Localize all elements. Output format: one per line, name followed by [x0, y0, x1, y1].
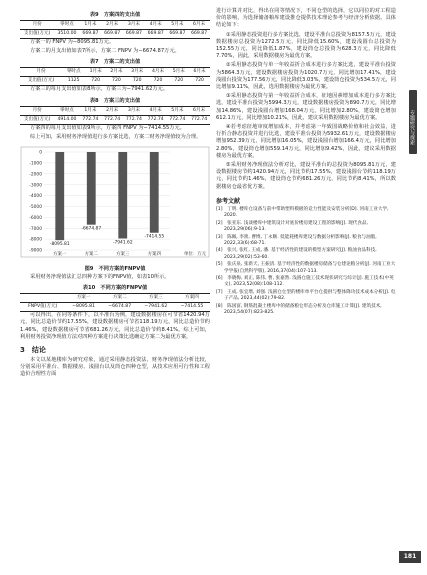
data-label: -8095.81 [49, 242, 70, 248]
page-sidebar [405, 0, 427, 575]
table7-cell: 720 [174, 78, 184, 84]
table9-cell: 669.87 [104, 31, 121, 36]
bar [55, 152, 64, 240]
table9-cell: 669.87 [147, 31, 164, 36]
table9-header-4: 3月末 [127, 22, 140, 27]
unit-label: 单位：万元 [184, 252, 206, 258]
paragraph: 方案三的每月支出值如表8所示，方案三为−7941.62万元。 [30, 86, 169, 93]
table8-caption: 表8 方案三的支出值 [89, 97, 141, 104]
bar [150, 152, 159, 233]
table8-header-4: 3月末 [127, 107, 140, 113]
table7-cell: 720 [112, 78, 121, 84]
table10-header-0 [20, 294, 66, 303]
table9-cell: 669.87 [191, 31, 208, 36]
table10-header-3: 方案三 [148, 295, 163, 301]
paragraph: 方案二的月支出值如表7所示，方案二 FNPV 为−6674.87万元。 [30, 48, 180, 55]
data-label: -7414.55 [144, 234, 165, 240]
section-tab-label: 专题研究与探索 [409, 110, 415, 145]
table10-cell: FNPV值(万元) [28, 304, 58, 310]
conclusion-5: ⑤采用财务净现值法分析对比，建设平准台的总投资为8095.81万元，建设数据楼房节约1420.94万元，同比节约17.55%，建设浅圆台节约118.19万元，同比节约1.46%，建设筒仓节约681.26万元，同比节约8.41%，所以数据楼房仓最省优方案。 [216, 162, 396, 190]
y-tick-label: -4000 [29, 194, 42, 200]
table9-header-3: 2月末 [106, 22, 119, 27]
data-label: -6674.87 [81, 226, 102, 232]
table7-header-6: 5月末 [172, 69, 185, 75]
table7-header-3: 2月末 [110, 69, 123, 75]
table10-cell: −7414.55 [180, 304, 204, 310]
conclusion-1: ①采用静态投资进行多方案比选，建设平准台总投资为8157.5万元，建设数据楼房总投资为1272.5万元，同比降低15.60%，建设浅圆台总投资为152.55万元，同比降低1.87%，建设筒仓总投资为628.3万元，同比降低7.70%，因此，采用数据楼房为最优方案。 [216, 31, 396, 60]
x-tick-label: 方案四 [147, 252, 161, 258]
left-column [20, 8, 210, 381]
y-tick-label: -3000 [29, 183, 42, 189]
table8-cell: 772.74 [169, 116, 186, 122]
reference-item: [5] 张庆泉, 张新天, 王振清. 基于经济性的数据楼房储备与仓建论粮分析[J]. 河南工业大学学报(自然科学版), 2016,37(04):107-113. [216, 262, 396, 274]
table9-header-7: 6月末 [193, 22, 206, 27]
reference-item: [7] 王成, 张宜增, 刘强. 浅圆仓仓型的楼库单平台仓提供与整体降功技术成本分析[J]. 电子产品, 2023,44(02):79-82. [216, 289, 396, 302]
table8-cell: 4914.00 [57, 116, 77, 122]
reference-item: [6] 李晓梅, 刘正, 陈伟, 曹, 张嘉然. 浅圆仓施工技术现状研究与综计[J]. 施工技术(中英文), 2023,52(08):108-112. [216, 275, 394, 288]
x-tick-label: 方案一 [53, 252, 67, 258]
table10-header-1: 方案一 [76, 295, 91, 301]
table10-cell: −7941.62 [144, 304, 168, 310]
section-title: 3 结论 [20, 346, 46, 355]
fnpv-bar-chart [20, 146, 210, 258]
table7 [20, 67, 210, 86]
table7-header-1: 零时点 [66, 69, 81, 75]
table7-cell: 720 [195, 78, 204, 84]
table10-cell: −6674.87 [108, 304, 132, 310]
table9-cell: 669.87 [125, 31, 142, 36]
table10-header-4: 方案四 [185, 295, 199, 301]
data-label: -7941.62 [112, 240, 133, 246]
table8-cell: 772.74 [147, 116, 164, 122]
table9-header-0: 月份 [32, 22, 42, 27]
reference-item: [2] 张亚东. 浅谈楼库中建筑设计对底价楼房建设工程的影响[J]. 现代食品, 2023,29(06):9-13. [216, 220, 368, 233]
table7-cell: 720 [132, 78, 142, 84]
table8-header-3: 2月末 [106, 107, 119, 113]
table9-cell: 3510.00 [57, 31, 77, 36]
table9-cell: 669.87 [82, 31, 99, 36]
table9-header-1: 零时点 [60, 22, 74, 27]
conclusion-4: ④若考虑征地审度增加成本，并考虑第一年致国战略价值和社会效益，进行折合静态投资并进行比选，建设平准台投资为5932.61万元，建设数据楼房增加952.39万元，同比增加16.05%，建设浅圆台增加166.4万元，同比增加2.80%，建设筒仓增加559.14万元，同比增加9.42%，因此，建议采用数据楼房为最优方案。 [216, 124, 396, 159]
x-tick-label: 方案二 [84, 252, 98, 258]
y-tick-label: -6000 [29, 215, 42, 221]
table10-caption: 表10 不同方案的FNPV值 [82, 285, 148, 292]
table8-cell: 支出值(万元) [23, 116, 51, 122]
table8 [20, 106, 210, 125]
table9-header-2: 1月末 [84, 22, 97, 27]
paragraph: 进行计算并对比，得出在同等情况下，不同仓型的选择，它以同位的对工程造价的影响，为选择储备粮库建设推仓提供技术理论参考与经济分析依据。具体结论如下： [216, 8, 396, 29]
table7-caption: 表7 方案二的支出值 [89, 59, 141, 66]
table9-cell: 支出值(万元) [23, 31, 51, 36]
table7-cell: 720 [153, 78, 163, 84]
reference-item: [4] 张兴, 张红, 王成, 潘. 基于经济性的建设的模型方案研究[J]. 粮油食品科技, 2023,29(02):53-60. [216, 248, 377, 260]
table10-header-2: 方案二 [112, 295, 127, 301]
table9-caption: 表9 方案四的支出值 [89, 12, 141, 18]
bar [118, 152, 127, 238]
table7-header-0: 月份 [36, 69, 46, 75]
reference-item: [1] 丁明. 楼库仓设备与前中带助塑料模板的竞力性能及安装分析[D]. 河南工业大学, 2020. [216, 206, 389, 219]
table8-header-7: 6月末 [193, 107, 206, 113]
paragraph: 方案一的 FNPV 为−8095.81万元。 [30, 39, 115, 45]
y-tick-label: -9000 [29, 248, 42, 254]
table8-header-2: 1月末 [84, 107, 97, 113]
y-tick-label: -5000 [29, 205, 42, 211]
page-number: 181 [399, 551, 421, 563]
paragraph: 方案四的每月支出值如表9所示，方案四 FNPV 为−7414.55万元。 [30, 124, 185, 131]
table9-header-5: 4月末 [149, 22, 162, 27]
y-tick-label: -1000 [29, 161, 42, 167]
table7-header-7: 6月末 [193, 69, 206, 75]
table7-cell: 支出值(万元) [27, 78, 55, 84]
table8-header-1: 零时点 [60, 107, 74, 113]
paragraph: 综上可知，采用财务净现值进行多方案比选，方案二财务净现值较为合理。 [30, 133, 202, 140]
y-tick-label: 0 [39, 150, 42, 156]
paragraph: 采用财务净现值法汇总四种方案下的FNPV值，如表10所示。 [30, 274, 170, 281]
table8-cell: 772.74 [191, 116, 208, 122]
reference-item: [8] 陈国富, 钢筋混凝土楼库中的储备粮仓形态分析及仓库施工计算[J]. 建筑技术, 2023,54(07):823-825. [216, 303, 382, 315]
conclusion-2: ②采用静态投资与单一年收益折合成本进行多方案比选，建设平准台投资为5864.3万元，建设数据楼房投资为1020.7万元，同比增加17.41%，建设浅圆台投资为177.56万元，同比降低3.03%，建设筒仓投资为534.5万元，同比增加9.11%，因此，选用数据楼房为最优方案。 [216, 62, 396, 91]
table9 [20, 20, 210, 39]
table8-header-0: 月份 [32, 107, 42, 113]
right-column [216, 8, 396, 317]
reference-item: [3] 陈佩, 李蕾, 曹博, 丁永顺. 低能耗楼库建设与数据分析影响[J]. 粮食与油脂, 2022,33(6):68-71. [216, 234, 377, 246]
table8-header-5: 4月末 [149, 107, 162, 113]
paragraph: 本文以某地楼库为研究对象，通过采用静态投资法、财务净现值法分析比较，分别采用平准台、数据楼房、浅圆台以及筒仓四种仓型，从技术应用可行性和工程造价合理性方面 [20, 357, 210, 378]
bar [87, 152, 96, 225]
table9-header-6: 5月末 [171, 22, 184, 27]
y-tick-label: -7000 [29, 226, 42, 232]
figure9-caption: 图9 不同方案的FNPV值 [84, 266, 146, 273]
x-tick-label: 方案三 [116, 252, 130, 258]
table8-cell: 772.74 [125, 116, 142, 122]
table7-header-4: 3月末 [131, 69, 144, 75]
table8-header-6: 5月末 [171, 107, 184, 113]
table7-cell: 720 [91, 78, 101, 84]
table9-cell: 669.87 [169, 31, 186, 36]
table7-header-2: 1月末 [89, 69, 102, 75]
references-title: 参考文献 [216, 197, 241, 205]
table10 [20, 293, 210, 312]
conclusion-3: ③采用静态投资与第一年收益折合成本，征地因素增加成本进行多方案比选，建设平准台投资为5994.3万元，建设数据楼房投资为890.7万元，同比增加14.86%，建设浅圆台增加168.04万元，同比增加2.80%，建设筒仓增加612.1万元，同比增加10.21%，因此，建议采用数据楼房为最优方案。 [216, 93, 396, 121]
paragraph: 可以得出，在同等条件下，以平准台为例，建设数据楼房在可节省1420.94万元，同比总造价节约17.55%，建设数据楼房可节省118.19万元，同比总造价节约1.46%，建设数据楼房可节省681.26万元，同比总造价节约8.41%。综上可知，利用财务投资净现值方法对四种方案进行决策比选确定方案二为最优方案。 [20, 312, 210, 340]
table8-cell: 772.74 [82, 116, 99, 122]
table8-cell: 772.74 [104, 116, 121, 122]
y-tick-label: -2000 [29, 172, 42, 178]
table7-header-5: 4月末 [151, 69, 165, 75]
table10-cell: −8095.81 [72, 304, 96, 310]
y-tick-label: -8000 [29, 237, 42, 243]
table7-cell: 1125 [67, 78, 80, 84]
